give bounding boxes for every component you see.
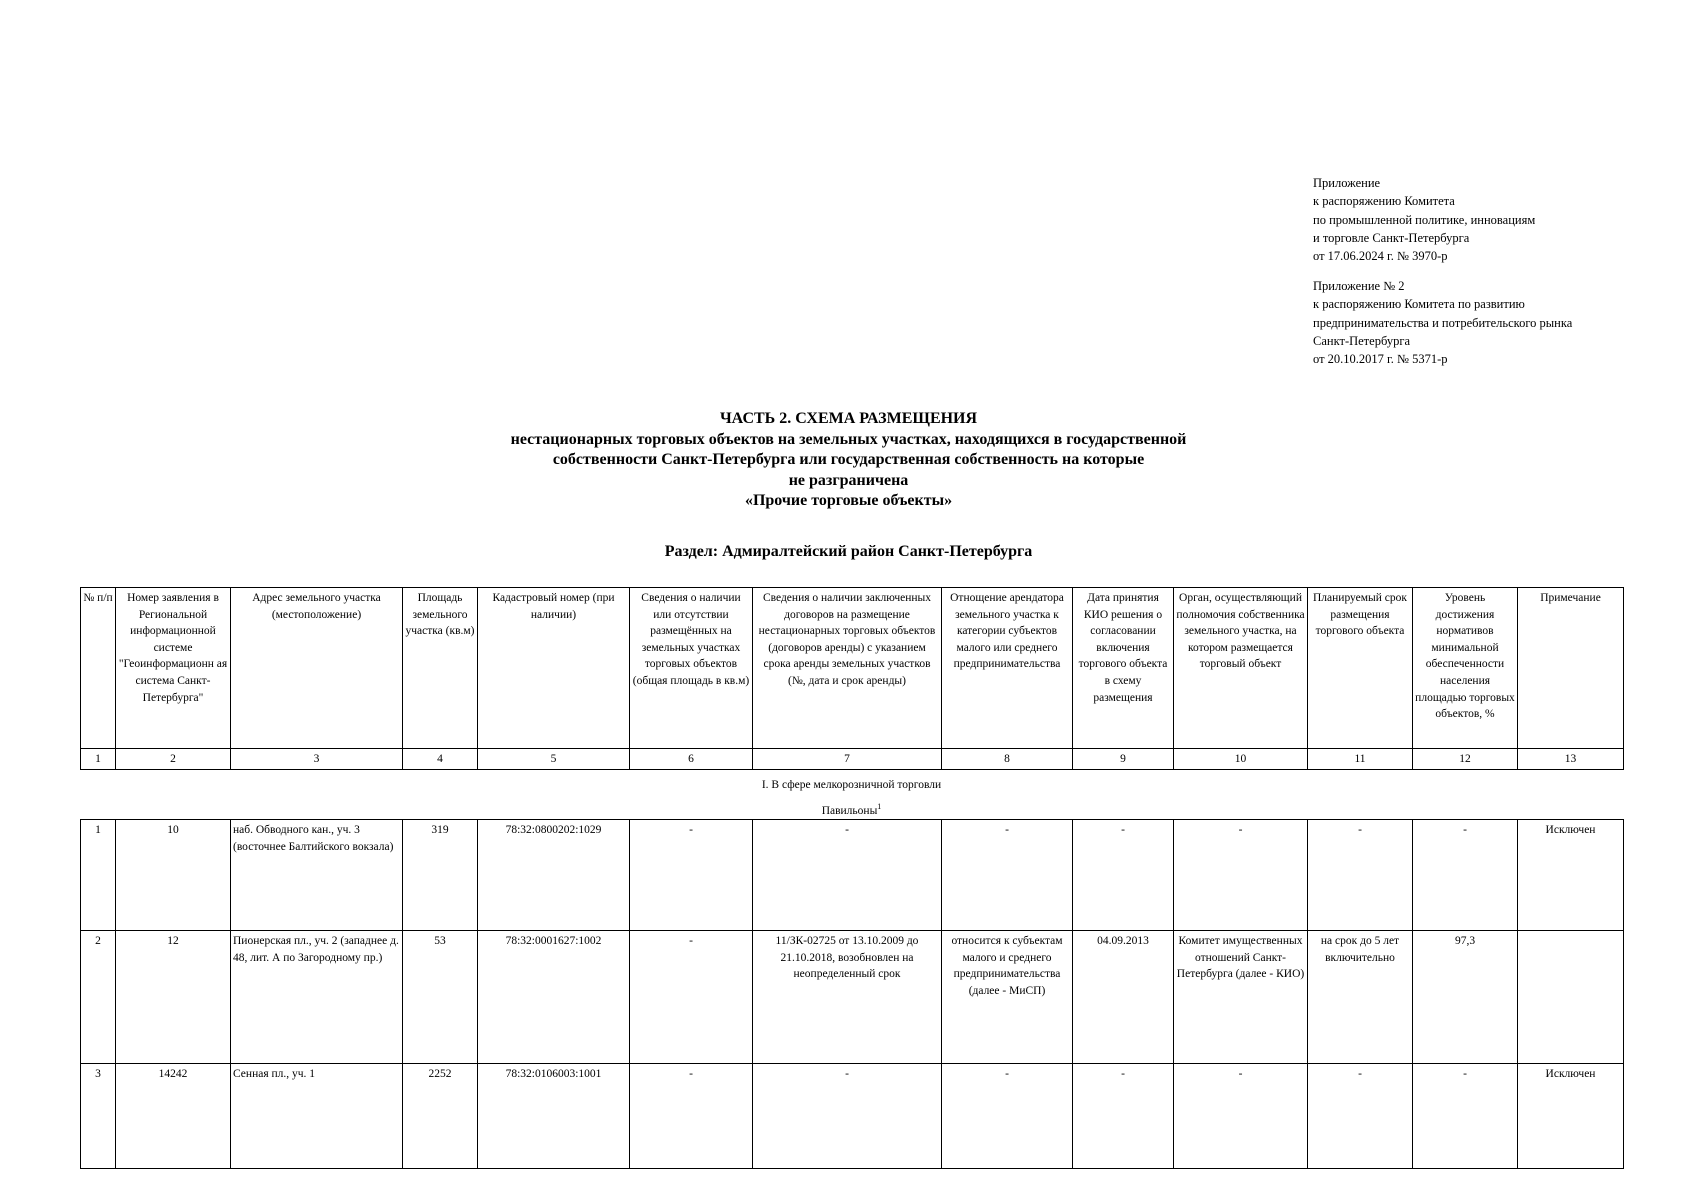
column-number-6: 6 <box>630 749 753 770</box>
table-cell: 10 <box>116 820 231 931</box>
annex-line: к распоряжению Комитета <box>1313 194 1455 209</box>
table-cell: Комитет имущественных отношений Санкт-Петербурга (далее - КИО) <box>1174 931 1308 1064</box>
column-number-11: 11 <box>1308 749 1413 770</box>
column-number-7: 7 <box>753 749 942 770</box>
title-line: нестационарных торговых объектов на земельных участках, находящихся в государственной <box>510 430 1187 448</box>
table-row <box>81 820 1624 931</box>
table-cell: 78:32:0106003:1001 <box>478 1064 630 1169</box>
column-header-4: Площадь земельного участка (кв.м) <box>403 588 478 749</box>
column-number-13: 13 <box>1518 749 1624 770</box>
table-cell: - <box>630 1064 753 1169</box>
annex-line: к распоряжению Комитета по развитию <box>1313 297 1525 312</box>
annex-block-original <box>1313 277 1572 368</box>
column-number-1: 1 <box>81 749 116 770</box>
table-cell: 2252 <box>403 1064 478 1169</box>
column-number-10: 10 <box>1174 749 1308 770</box>
table-cell: - <box>1413 1064 1518 1169</box>
annex-line: от 17.06.2024 г. № 3970-р <box>1313 249 1448 264</box>
table-cell: - <box>1174 1064 1308 1169</box>
column-number-9: 9 <box>1073 749 1174 770</box>
column-header-2: Номер заявления в Региональной информационной системе "Геоинформационн ая система Санкт-Петербурга" <box>116 588 231 749</box>
column-header-6: Сведения о наличии или отсутствии размещённых на земельных участках торговых объектов (общая площадь в кв.м) <box>630 588 753 749</box>
table-cell: - <box>753 1064 942 1169</box>
annex-block-current <box>1313 174 1535 265</box>
column-number-8: 8 <box>942 749 1073 770</box>
column-number-12: 12 <box>1413 749 1518 770</box>
annex-line: и торговле Санкт-Петербурга <box>1313 230 1470 245</box>
table-cell: 11/ЗК-02725 от 13.10.2009 до 21.10.2018, возобновлен на неопределенный срок <box>753 931 942 1064</box>
table-cell: наб. Обводного кан., уч. 3 (восточнее Балтийского вокзала) <box>231 820 403 931</box>
table-row <box>81 931 1624 1064</box>
table-cell: - <box>1308 820 1413 931</box>
table-row <box>81 1064 1624 1169</box>
column-header-7: Сведения о наличии заключенных договоров на размещение нестационарных торговых объектов (договоров аренды) с указанием срока аренды земельных участков (№, дата и срок аренды) <box>753 588 942 749</box>
annex-line: Приложение <box>1313 176 1381 190</box>
subcategory-label: Павильоны <box>821 804 878 817</box>
annex-line: Приложение № 2 <box>1313 279 1405 293</box>
table-cell: относится к субъектам малого и среднего предпринимательства (далее - МиСП) <box>942 931 1073 1064</box>
column-number-3: 3 <box>231 749 403 770</box>
column-number-row <box>81 749 1624 770</box>
subcategory-caption <box>80 802 1623 817</box>
annex-line: от 20.10.2017 г. № 5371-р <box>1313 352 1448 367</box>
table-cell: 2 <box>81 931 116 1064</box>
table-cell: 1 <box>81 820 116 931</box>
category-caption: I. В сфере мелкорозничной торговли <box>761 779 942 791</box>
column-number-4: 4 <box>403 749 478 770</box>
data-table <box>80 819 1624 1169</box>
column-header-row <box>81 588 1624 749</box>
table-cell: на срок до 5 лет включительно <box>1308 931 1413 1064</box>
document-title <box>0 409 1697 512</box>
table-cell: - <box>1073 820 1174 931</box>
title-line: «Прочие торговые объекты» <box>744 492 953 509</box>
annex-line: Санкт-Петербурга <box>1313 333 1411 348</box>
header-table <box>80 587 1624 770</box>
table-cell: 319 <box>403 820 478 931</box>
table-cell: 78:32:0001627:1002 <box>478 931 630 1064</box>
column-header-9: Дата принятия КИО решения о согласовании включения торгового объекта в схему размещения <box>1073 588 1174 749</box>
title-line: собственности Санкт-Петербурга или государственная собственность на которые <box>552 451 1145 468</box>
title-line: не разграничена <box>788 471 909 489</box>
column-number-5: 5 <box>478 749 630 770</box>
title-line: ЧАСТЬ 2. СХЕМА РАЗМЕЩЕНИЯ <box>719 410 978 427</box>
table-cell: 14242 <box>116 1064 231 1169</box>
footnote-mark: 1 <box>877 802 882 811</box>
table-cell: - <box>753 820 942 931</box>
column-header-8: Отнощение арендатора земельного участка к категории субъектов малого или среднего предпринимательства <box>942 588 1073 749</box>
table-cell: - <box>942 820 1073 931</box>
table-cell: - <box>630 820 753 931</box>
table-cell: Исключен <box>1518 1064 1624 1169</box>
section-heading: Раздел: Адмиралтейский район Санкт-Петербурга <box>664 543 1033 560</box>
column-header-12: Уровень достижения нормативов минимальной обеспеченности населения площадью торговых объектов, % <box>1413 588 1518 749</box>
column-header-1: № п/п <box>81 588 116 749</box>
column-number-2: 2 <box>116 749 231 770</box>
table-cell: 3 <box>81 1064 116 1169</box>
table-cell: 78:32:0800202:1029 <box>478 820 630 931</box>
column-header-11: Планируемый срок размещения торгового объекта <box>1308 588 1413 749</box>
table-cell: 97,3 <box>1413 931 1518 1064</box>
table-cell: 12 <box>116 931 231 1064</box>
column-header-10: Орган, осуществляющий полномочия собственника земельного участка, на котором размещается торговый объект <box>1174 588 1308 749</box>
table-cell: Пионерская пл., уч. 2 (западнее д. 48, лит. А по Загородному пр.) <box>231 931 403 1064</box>
table-cell: - <box>1308 1064 1413 1169</box>
table-cell: 53 <box>403 931 478 1064</box>
table-cell: 04.09.2013 <box>1073 931 1174 1064</box>
table-cell: - <box>1413 820 1518 931</box>
table-cell <box>1518 931 1624 1064</box>
table-cell: - <box>1174 820 1308 931</box>
column-header-13: Примечание <box>1518 588 1624 749</box>
annex-line: предпринимательства и потребительского рынка <box>1313 315 1573 330</box>
table-cell: - <box>942 1064 1073 1169</box>
table-cell: - <box>630 931 753 1064</box>
table-cell: - <box>1073 1064 1174 1169</box>
table-cell: Сенная пл., уч. 1 <box>231 1064 403 1169</box>
column-header-5: Кадастровый номер (при наличии) <box>478 588 630 749</box>
annex-line: по промышленной политике, инновациям <box>1313 212 1536 227</box>
table-cell: Исключен <box>1518 820 1624 931</box>
column-header-3: Адрес земельного участка (местоположение) <box>231 588 403 749</box>
